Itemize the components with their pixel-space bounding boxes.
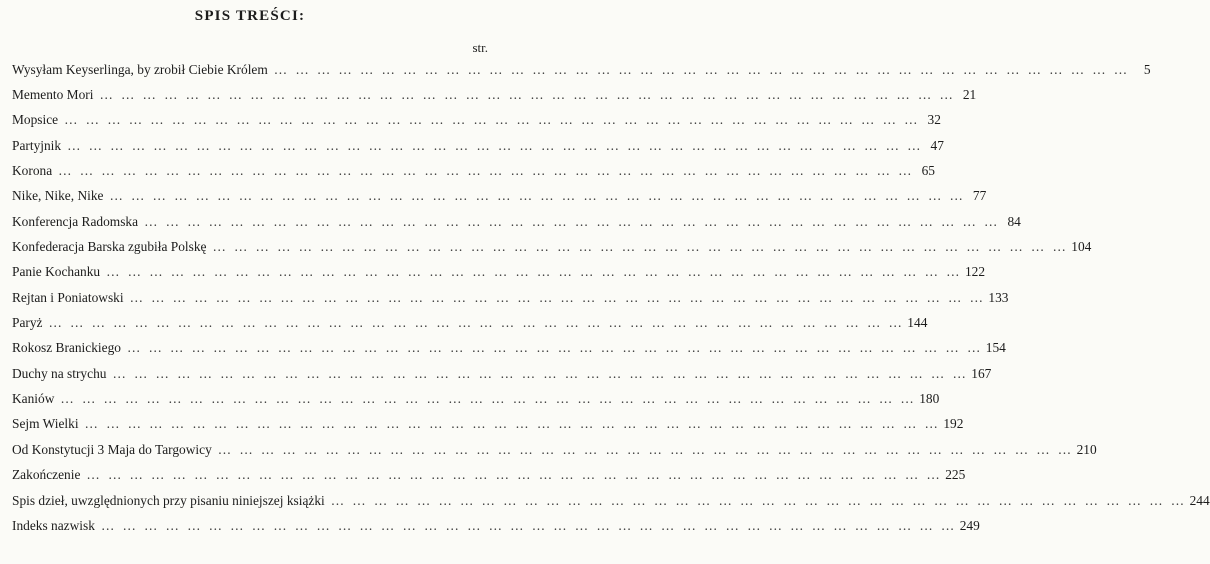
toc-entry-title: Duchy na strychu [12,365,107,381]
toc-entry-title: Paryż [12,315,43,331]
toc-entry-page: 47 [930,137,944,153]
toc-entry [12,108,941,133]
dot-leader: … … … … … … … … … … … … … … … … … … … … … … … … … … … … … … … … … … … … … … … … [126,340,983,356]
dot-leader: … … … … … … … … … … … … … … … … … … … … … … … … … … … … … … … … … … … … … … … … [217,441,1074,457]
toc-entry-page: 225 [945,467,966,483]
toc-entry-title: Partyjnik [12,137,62,153]
toc-entry-title: Konfederacja Barska zgubiła Polskę [12,239,207,255]
toc-entry-page: 104 [1071,239,1092,255]
toc-entry-page: 122 [964,264,986,280]
toc-entry-title: Mopsice [12,112,59,128]
dot-leader: … … … … … … … … … … … … … … … … … … … … … … … … … … … … … … … … … … … … … … … … [64,112,920,128]
dot-leader: … … … … … … … … … … … … … … … … … … … … … … … … … … … … … … … … … … … … … … … … [129,289,986,305]
page-column-label: str. [472,40,488,55]
toc-entry-title: Od Konstytucji 3 Maja do Targowicy [12,441,212,457]
dot-leader: … … … … … … … … … … … … … … … … … … … … … … … … … … … … … … … … … … … … … … … … [60,391,917,407]
toc-entry-title: Korona [12,163,53,179]
toc-entry-page: 167 [971,365,992,381]
toc-entry [12,209,1021,234]
toc-entry-title: Sejm Wielki [12,416,79,432]
toc-entry-page: 210 [1076,441,1097,457]
toc-entry-page: 5 [1143,61,1151,77]
toc-entry-page: 65 [921,163,935,179]
dot-leader: … … … … … … … … … … … … … … … … … … … … … … … … … … … … … … … … … … … … … … … … [109,188,966,204]
table-of-contents [12,57,1210,539]
toc-entry [12,310,928,335]
toc-entry [12,260,986,285]
dot-leader: … … … … … … … … … … … … … … … … … … … … … … … … … … … … … … … … … … … … … … … … [212,239,1069,255]
toc-entry-title: Zakończenie [12,467,81,483]
toc-entry [12,412,964,437]
toc-entry-title: Rokosz Branickiego [12,340,121,356]
toc-entry-page: 144 [907,315,928,331]
toc-entry-title: Kaniów [12,391,55,407]
toc-entry-page: 244 [1189,492,1210,508]
toc-entry [12,463,966,488]
toc-entry-page: 249 [959,517,980,533]
toc-entry-title: Indeks nazwisk [12,517,95,533]
toc-entry [12,386,940,411]
dot-leader: … … … … … … … … … … … … … … … … … … … … … … … … … … … … … … … … … … … … … … … … [48,315,905,331]
toc-entry-title: Konferencja Radomska [12,213,139,229]
toc-entry [12,57,1151,82]
toc-entry-page: 32 [927,112,941,128]
toc-entry [12,437,1097,462]
dot-leader: … … … … … … … … … … … … … … … … … … … … … … … … … … … … … … … … … … … … … … … … [67,137,923,153]
toc-entry-title: Panie Kochanku [12,264,101,280]
toc-entry [12,336,1006,361]
toc-entry [12,82,977,107]
toc-entry-page: 84 [1007,213,1021,229]
toc-entry [12,158,935,183]
dot-leader: … … … … … … … … … … … … … … … … … … … … … … … … … … … … … … … … … … … … … … … … [100,517,957,533]
dot-leader: … … … … … … … … … … … … … … … … … … … … … … … … … … … … … … … … … … … … … … … … [106,264,962,280]
toc-entry-page: 192 [943,416,964,432]
toc-entry-title: Spis dzieł, uwzględnionych przy pisaniu niniejszej książki [12,492,325,508]
toc-entry [12,285,1009,310]
toc-entry-title: Wysyłam Keyserlinga, by zrobił Ciebie Królem [12,61,268,77]
toc-entry-page: 133 [988,289,1009,305]
toc-entry-title: Memento Mori [12,87,94,103]
dot-leader: … … … … … … … … … … … … … … … … … … … … … … … … … … … … … … … … … … … … … … … … [144,213,1000,229]
toc-entry [12,234,1092,259]
dot-leader: … … … … … … … … … … … … … … … … … … … … … … … … … … … … … … … … … … … … … … … … [84,416,941,432]
toc-entry-page: 154 [985,340,1006,356]
toc-entry-page: 77 [972,188,987,204]
page-title: SPIS TREŚCI: [194,8,306,24]
dot-leader: … … … … … … … … … … … … … … … … … … … … … … … … … … … … … … … … … … … … … … … … [330,492,1187,508]
toc-entry [12,133,944,158]
dot-leader: … … … … … … … … … … … … … … … … … … … … … … … … … … … … … … … … … … … … … … … … [86,467,943,483]
toc-entry-title: Nike, Nike, Nike [12,188,104,204]
dot-leader: … … … … … … … … … … … … … … … … … … … … … … … … … … … … … … … … … … … … … … … … [99,87,956,103]
toc-entry-title: Rejtan i Poniatowski [12,289,124,305]
dot-leader: … … … … … … … … … … … … … … … … … … … … … … … … … … … … … … … … … … … … … … … … [112,365,969,381]
toc-entry-page: 180 [919,391,940,407]
toc-entry [12,361,992,386]
dot-leader: … … … … … … … … … … … … … … … … … … … … … … … … … … … … … … … … … … … … … … … … [273,61,1130,77]
dot-leader: … … … … … … … … … … … … … … … … … … … … … … … … … … … … … … … … … … … … … … … … [58,163,914,179]
toc-entry [12,513,980,538]
toc-entry-page: 21 [962,87,977,103]
toc-entry [12,184,987,209]
toc-entry [12,488,1210,513]
